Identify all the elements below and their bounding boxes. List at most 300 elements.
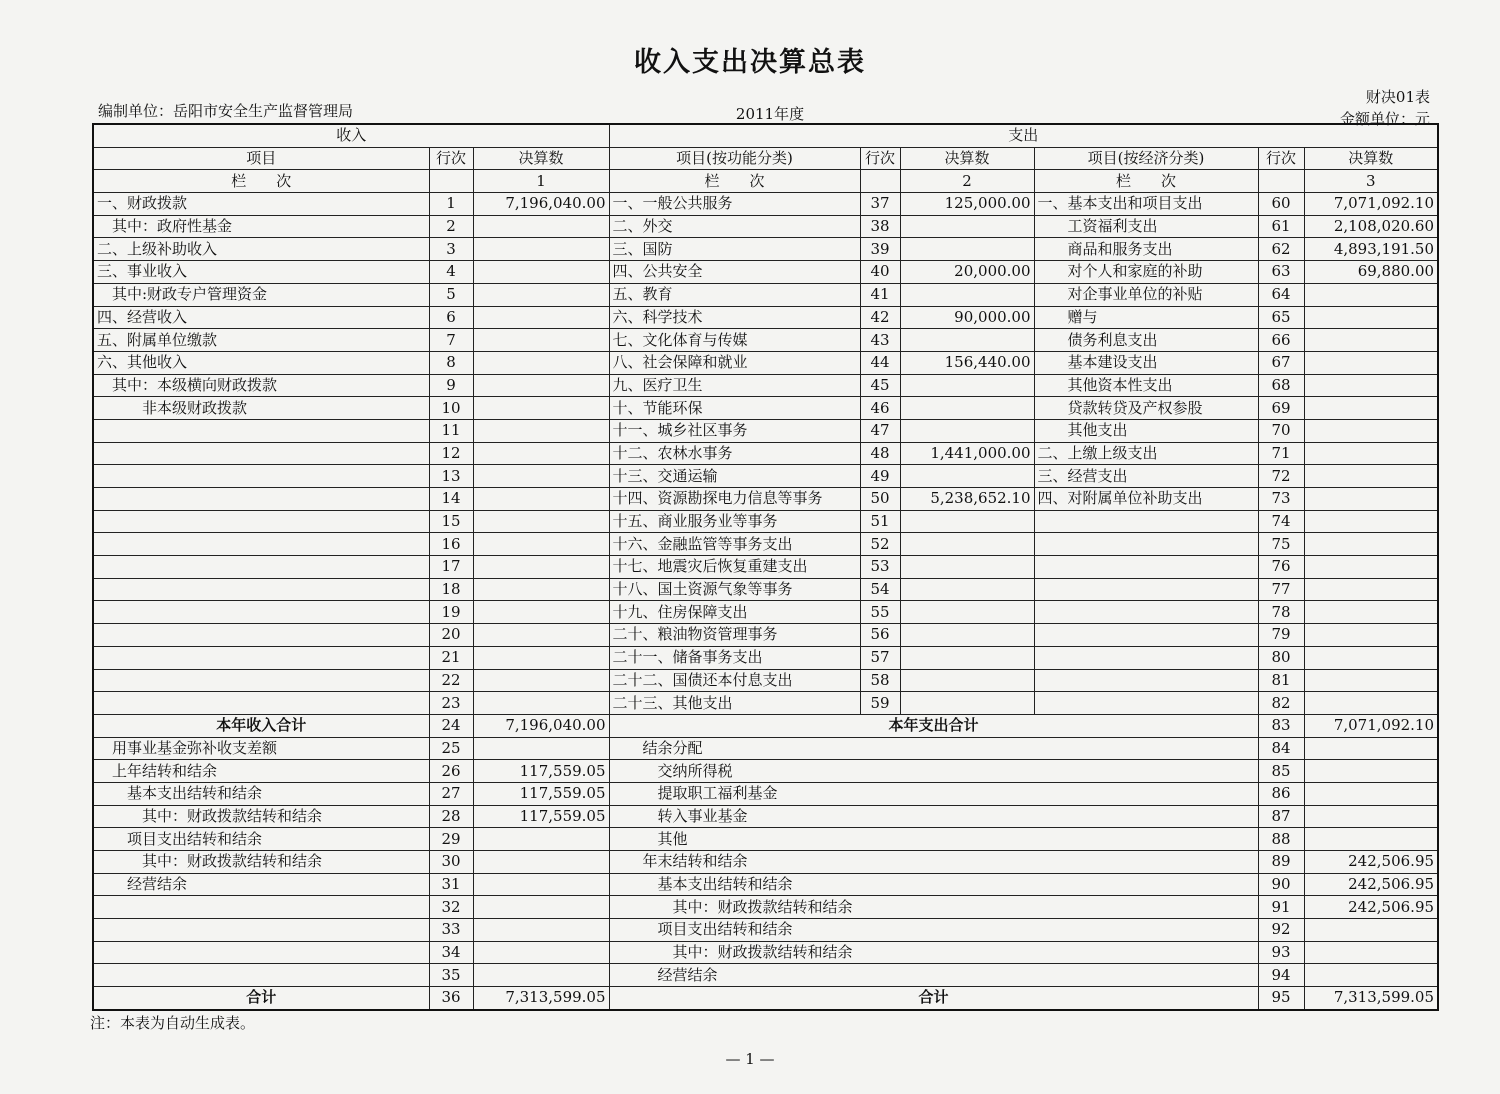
income-row-no: 8: [429, 351, 473, 374]
col-label: 栏 次: [609, 170, 860, 193]
econ-amount: [1304, 419, 1438, 442]
expense-row-no: 91: [1258, 896, 1304, 919]
expense-amount: 242,506.95: [1304, 873, 1438, 896]
func-row-no: 57: [860, 646, 900, 669]
econ-row-no: 77: [1258, 578, 1304, 601]
income-row-no: 2: [429, 215, 473, 238]
income-amount: 7,313,599.05: [473, 987, 609, 1010]
func-row-no: 44: [860, 351, 900, 374]
income-item: [93, 624, 429, 647]
income-row-no: 14: [429, 488, 473, 511]
table-row: [93, 896, 1438, 919]
func-item: 十一、城乡社区事务: [609, 419, 860, 442]
income-row-no: 1: [429, 193, 473, 216]
func-item: 四、公共安全: [609, 261, 860, 284]
econ-item: 工资福利支出: [1034, 215, 1258, 238]
func-amount: 1,441,000.00: [900, 442, 1034, 465]
expense-item: 年末结转和结余: [609, 851, 1258, 874]
expense-amount: [1304, 737, 1438, 760]
econ-amount: [1304, 533, 1438, 556]
income-amount: [473, 419, 609, 442]
table-row: [93, 828, 1438, 851]
income-amount: [473, 397, 609, 420]
income-row-no: 28: [429, 805, 473, 828]
income-row-no: 4: [429, 261, 473, 284]
econ-item: 四、对附属单位补助支出: [1034, 488, 1258, 511]
empty-cell: [429, 170, 473, 193]
table-row: [93, 578, 1438, 601]
income-amount: [473, 851, 609, 874]
income-row-no: 3: [429, 238, 473, 261]
income-row-no: 12: [429, 442, 473, 465]
econ-row-no: 78: [1258, 601, 1304, 624]
income-item: [93, 510, 429, 533]
income-item: [93, 465, 429, 488]
income-row-no: 32: [429, 896, 473, 919]
econ-item: 一、基本支出和项目支出: [1034, 193, 1258, 216]
income-row-no: 17: [429, 556, 473, 579]
income-amount: 7,196,040.00: [473, 193, 609, 216]
table-row: [93, 442, 1438, 465]
income-item: 其中：本级横向财政拨款: [93, 374, 429, 397]
expense-item: 本年支出合计: [609, 714, 1258, 737]
econ-item: 基本建设支出: [1034, 351, 1258, 374]
table-row: [93, 238, 1438, 261]
econ-item: [1034, 646, 1258, 669]
table-row: [93, 351, 1438, 374]
func-row-no: 52: [860, 533, 900, 556]
econ-amount-header: 决算数: [1304, 147, 1438, 170]
income-amount: [473, 896, 609, 919]
income-row-no: 18: [429, 578, 473, 601]
econ-amount: [1304, 669, 1438, 692]
func-amount: [900, 624, 1034, 647]
expense-item: 经营结余: [609, 964, 1258, 987]
econ-row-no: 72: [1258, 465, 1304, 488]
expense-item: 结余分配: [609, 737, 1258, 760]
income-amount: [473, 306, 609, 329]
income-item: [93, 692, 429, 715]
income-amount: [473, 283, 609, 306]
col-number-3: 3: [1304, 170, 1438, 193]
econ-row-no: 64: [1258, 283, 1304, 306]
income-amount: [473, 533, 609, 556]
econ-item: [1034, 669, 1258, 692]
income-amount: [473, 261, 609, 284]
money-unit: 金额单位：元: [1339, 110, 1430, 128]
econ-row-no: 61: [1258, 215, 1304, 238]
expense-amount: [1304, 919, 1438, 942]
empty-cell: [1258, 170, 1304, 193]
income-row-no: 9: [429, 374, 473, 397]
income-item: 一、财政拨款: [93, 193, 429, 216]
income-amount: [473, 329, 609, 352]
income-item: 五、附属单位缴款: [93, 329, 429, 352]
func-amount: 156,440.00: [900, 351, 1034, 374]
income-amount: [473, 510, 609, 533]
income-row-no: 29: [429, 828, 473, 851]
table-row: [93, 624, 1438, 647]
econ-row-no: 76: [1258, 556, 1304, 579]
table-row: [93, 646, 1438, 669]
expense-item: 交纳所得税: [609, 760, 1258, 783]
func-amount: [900, 397, 1034, 420]
func-amount: [900, 283, 1034, 306]
func-item: 二十一、储备事务支出: [609, 646, 860, 669]
expense-amount: 242,506.95: [1304, 896, 1438, 919]
econ-rowno-header: 行次: [1258, 147, 1304, 170]
func-item: 二十三、其他支出: [609, 692, 860, 715]
table-note: 注：本表为自动生成表。: [90, 1014, 256, 1032]
income-row-no: 16: [429, 533, 473, 556]
income-amount: [473, 964, 609, 987]
econ-item: [1034, 624, 1258, 647]
income-row-no: 25: [429, 737, 473, 760]
table-row: [93, 397, 1438, 420]
income-amount: 117,559.05: [473, 782, 609, 805]
func-item-header: 项目(按功能分类): [609, 147, 860, 170]
col-number-2: 2: [900, 170, 1034, 193]
econ-row-no: 62: [1258, 238, 1304, 261]
func-row-no: 53: [860, 556, 900, 579]
income-row-no: 33: [429, 919, 473, 942]
func-amount: [900, 374, 1034, 397]
income-item: [93, 919, 429, 942]
table-row: [93, 193, 1438, 216]
income-row-no: 10: [429, 397, 473, 420]
expense-amount: 242,506.95: [1304, 851, 1438, 874]
func-amount: [900, 238, 1034, 261]
income-row-no: 20: [429, 624, 473, 647]
income-item: 非本级财政拨款: [93, 397, 429, 420]
table-row: [93, 329, 1438, 352]
income-item: 四、经营收入: [93, 306, 429, 329]
income-amount: [473, 556, 609, 579]
expense-amount: [1304, 782, 1438, 805]
income-item: 其中：财政拨款结转和结余: [93, 805, 429, 828]
expense-row-no: 85: [1258, 760, 1304, 783]
income-amount: [473, 737, 609, 760]
econ-row-no: 81: [1258, 669, 1304, 692]
econ-row-no: 82: [1258, 692, 1304, 715]
summary-table: [92, 123, 1439, 1011]
table-row: [93, 261, 1438, 284]
func-amount: [900, 510, 1034, 533]
econ-amount: 4,893,191.50: [1304, 238, 1438, 261]
reporting-unit: 编制单位：岳阳市安全生产监督管理局: [98, 102, 354, 120]
income-amount: [473, 238, 609, 261]
econ-amount: [1304, 578, 1438, 601]
expense-row-no: 95: [1258, 987, 1304, 1010]
econ-amount: 2,108,020.60: [1304, 215, 1438, 238]
income-row-no: 35: [429, 964, 473, 987]
expense-item: 其中：财政拨款结转和结余: [609, 896, 1258, 919]
expense-item: 合计: [609, 987, 1258, 1010]
func-amount: 5,238,652.10: [900, 488, 1034, 511]
income-item: 基本支出结转和结余: [93, 782, 429, 805]
table-row: [93, 601, 1438, 624]
income-row-no: 22: [429, 669, 473, 692]
econ-item: 三、经营支出: [1034, 465, 1258, 488]
expense-row-no: 86: [1258, 782, 1304, 805]
func-item: 十八、国土资源气象等事务: [609, 578, 860, 601]
income-row-no: 27: [429, 782, 473, 805]
income-amount: [473, 692, 609, 715]
income-amount: [473, 624, 609, 647]
income-item: [93, 556, 429, 579]
econ-amount: [1304, 601, 1438, 624]
econ-item: 商品和服务支出: [1034, 238, 1258, 261]
table-row: [93, 533, 1438, 556]
func-row-no: 42: [860, 306, 900, 329]
page-title: 收入支出决算总表: [634, 47, 866, 78]
income-row-no: 5: [429, 283, 473, 306]
econ-amount: [1304, 465, 1438, 488]
func-item: 一、一般公共服务: [609, 193, 860, 216]
func-item: 八、社会保障和就业: [609, 351, 860, 374]
func-item: 十七、地震灾后恢复重建支出: [609, 556, 860, 579]
econ-amount: 69,880.00: [1304, 261, 1438, 284]
func-amount: [900, 215, 1034, 238]
econ-amount: [1304, 283, 1438, 306]
income-item: [93, 941, 429, 964]
income-item: 用事业基金弥补收支差额: [93, 737, 429, 760]
report-year: 2011年度: [735, 105, 805, 123]
func-row-no: 43: [860, 329, 900, 352]
econ-item: 赠与: [1034, 306, 1258, 329]
income-amount: [473, 215, 609, 238]
expense-row-no: 90: [1258, 873, 1304, 896]
income-item: 项目支出结转和结余: [93, 828, 429, 851]
income-item: [93, 964, 429, 987]
table-row: [93, 941, 1438, 964]
func-row-no: 59: [860, 692, 900, 715]
col-label: 栏 次: [1034, 170, 1258, 193]
func-amount: [900, 419, 1034, 442]
econ-row-no: 79: [1258, 624, 1304, 647]
expense-amount: [1304, 964, 1438, 987]
expense-amount: [1304, 828, 1438, 851]
expense-amount: 7,313,599.05: [1304, 987, 1438, 1010]
empty-cell: [860, 170, 900, 193]
func-amount: [900, 669, 1034, 692]
econ-item: 其他支出: [1034, 419, 1258, 442]
func-row-no: 55: [860, 601, 900, 624]
func-row-no: 39: [860, 238, 900, 261]
econ-item: [1034, 578, 1258, 601]
col-label: 栏 次: [93, 170, 429, 193]
expense-item: 提取职工福利基金: [609, 782, 1258, 805]
func-row-no: 45: [860, 374, 900, 397]
econ-item: 其他资本性支出: [1034, 374, 1258, 397]
income-row-no: 21: [429, 646, 473, 669]
income-item: 其中：财政拨款结转和结余: [93, 851, 429, 874]
income-item: [93, 896, 429, 919]
econ-row-no: 70: [1258, 419, 1304, 442]
income-item: 二、上级补助收入: [93, 238, 429, 261]
income-row-no: 7: [429, 329, 473, 352]
func-amount: [900, 329, 1034, 352]
econ-row-no: 80: [1258, 646, 1304, 669]
expense-amount: 7,071,092.10: [1304, 714, 1438, 737]
table-row: [93, 419, 1438, 442]
func-amount: 125,000.00: [900, 193, 1034, 216]
func-amount: [900, 692, 1034, 715]
income-item: [93, 533, 429, 556]
econ-amount: 7,071,092.10: [1304, 193, 1438, 216]
table-row: [93, 692, 1438, 715]
econ-row-no: 60: [1258, 193, 1304, 216]
income-item: 经营结余: [93, 873, 429, 896]
econ-row-no: 63: [1258, 261, 1304, 284]
income-item: 三、事业收入: [93, 261, 429, 284]
econ-amount: [1304, 624, 1438, 647]
expense-row-no: 84: [1258, 737, 1304, 760]
income-item: [93, 419, 429, 442]
func-row-no: 51: [860, 510, 900, 533]
expense-row-no: 87: [1258, 805, 1304, 828]
econ-item: [1034, 601, 1258, 624]
income-amount: [473, 488, 609, 511]
income-item: [93, 646, 429, 669]
income-amount: [473, 919, 609, 942]
econ-amount: [1304, 329, 1438, 352]
table-row: [93, 510, 1438, 533]
expense-header: 支出: [609, 124, 1438, 147]
form-number: 财决01表: [1365, 88, 1430, 106]
col-number-1: 1: [473, 170, 609, 193]
income-amount: [473, 374, 609, 397]
table-row: [93, 964, 1438, 987]
income-amount: 7,196,040.00: [473, 714, 609, 737]
func-amount: [900, 601, 1034, 624]
econ-item: 债务利息支出: [1034, 329, 1258, 352]
func-row-no: 40: [860, 261, 900, 284]
func-amount: [900, 578, 1034, 601]
econ-amount: [1304, 556, 1438, 579]
income-row-no: 30: [429, 851, 473, 874]
func-row-no: 46: [860, 397, 900, 420]
econ-amount: [1304, 442, 1438, 465]
func-row-no: 38: [860, 215, 900, 238]
table-row: [93, 851, 1438, 874]
expense-row-no: 88: [1258, 828, 1304, 851]
expense-item: 基本支出结转和结余: [609, 873, 1258, 896]
econ-amount: [1304, 510, 1438, 533]
page-number: — 1 —: [725, 1050, 775, 1068]
expense-item: 其他: [609, 828, 1258, 851]
func-item: 五、教育: [609, 283, 860, 306]
income-item: [93, 442, 429, 465]
econ-item-header: 项目(按经济分类): [1034, 147, 1258, 170]
func-item: 十六、金融监管等事务支出: [609, 533, 860, 556]
income-item: 六、其他收入: [93, 351, 429, 374]
income-amount: 117,559.05: [473, 805, 609, 828]
func-item: 十二、农林水事务: [609, 442, 860, 465]
func-amount: [900, 465, 1034, 488]
expense-amount: [1304, 760, 1438, 783]
func-row-no: 58: [860, 669, 900, 692]
table-row: [93, 215, 1438, 238]
income-amount: [473, 828, 609, 851]
table-row: [93, 374, 1438, 397]
income-row-no: 15: [429, 510, 473, 533]
func-item: 二十、粮油物资管理事务: [609, 624, 860, 647]
econ-row-no: 75: [1258, 533, 1304, 556]
func-item: 二十二、国债还本付息支出: [609, 669, 860, 692]
table-row: [93, 987, 1438, 1010]
income-item: [93, 488, 429, 511]
income-row-no: 26: [429, 760, 473, 783]
income-item: [93, 669, 429, 692]
income-item: 合计: [93, 987, 429, 1010]
func-item: 十九、住房保障支出: [609, 601, 860, 624]
income-rowno-header: 行次: [429, 147, 473, 170]
income-amount: [473, 873, 609, 896]
expense-item: 其中：财政拨款结转和结余: [609, 941, 1258, 964]
func-item: 十四、资源勘探电力信息等事务: [609, 488, 860, 511]
func-row-no: 56: [860, 624, 900, 647]
econ-item: 二、上缴上级支出: [1034, 442, 1258, 465]
income-amount: [473, 578, 609, 601]
income-amount-header: 决算数: [473, 147, 609, 170]
income-item: 其中：政府性基金: [93, 215, 429, 238]
econ-item: 贷款转贷及产权参股: [1034, 397, 1258, 420]
func-item: 十、节能环保: [609, 397, 860, 420]
income-row-no: 6: [429, 306, 473, 329]
func-amount: [900, 533, 1034, 556]
func-row-no: 54: [860, 578, 900, 601]
econ-item: [1034, 692, 1258, 715]
expense-row-no: 94: [1258, 964, 1304, 987]
expense-amount: [1304, 805, 1438, 828]
income-row-no: 23: [429, 692, 473, 715]
func-amount: 20,000.00: [900, 261, 1034, 284]
expense-row-no: 93: [1258, 941, 1304, 964]
func-rowno-header: 行次: [860, 147, 900, 170]
income-item: 上年结转和结余: [93, 760, 429, 783]
table-row: [93, 488, 1438, 511]
func-item: 十五、商业服务业等事务: [609, 510, 860, 533]
table-row: [93, 556, 1438, 579]
income-item-header: 项目: [93, 147, 429, 170]
econ-row-no: 67: [1258, 351, 1304, 374]
func-row-no: 50: [860, 488, 900, 511]
table-row: [93, 306, 1438, 329]
econ-item: 对企事业单位的补贴: [1034, 283, 1258, 306]
econ-item: [1034, 510, 1258, 533]
econ-amount: [1304, 646, 1438, 669]
func-row-no: 49: [860, 465, 900, 488]
econ-amount: [1304, 374, 1438, 397]
func-item: 二、外交: [609, 215, 860, 238]
func-item: 十三、交通运输: [609, 465, 860, 488]
income-row-no: 19: [429, 601, 473, 624]
income-amount: [473, 646, 609, 669]
func-row-no: 37: [860, 193, 900, 216]
table-row: [93, 782, 1438, 805]
income-amount: 117,559.05: [473, 760, 609, 783]
income-amount: [473, 941, 609, 964]
econ-amount: [1304, 488, 1438, 511]
func-row-no: 47: [860, 419, 900, 442]
income-amount: [473, 465, 609, 488]
func-amount: [900, 556, 1034, 579]
func-item: 七、文化体育与传媒: [609, 329, 860, 352]
table-row: [93, 919, 1438, 942]
income-amount: [473, 669, 609, 692]
func-item: 九、医疗卫生: [609, 374, 860, 397]
